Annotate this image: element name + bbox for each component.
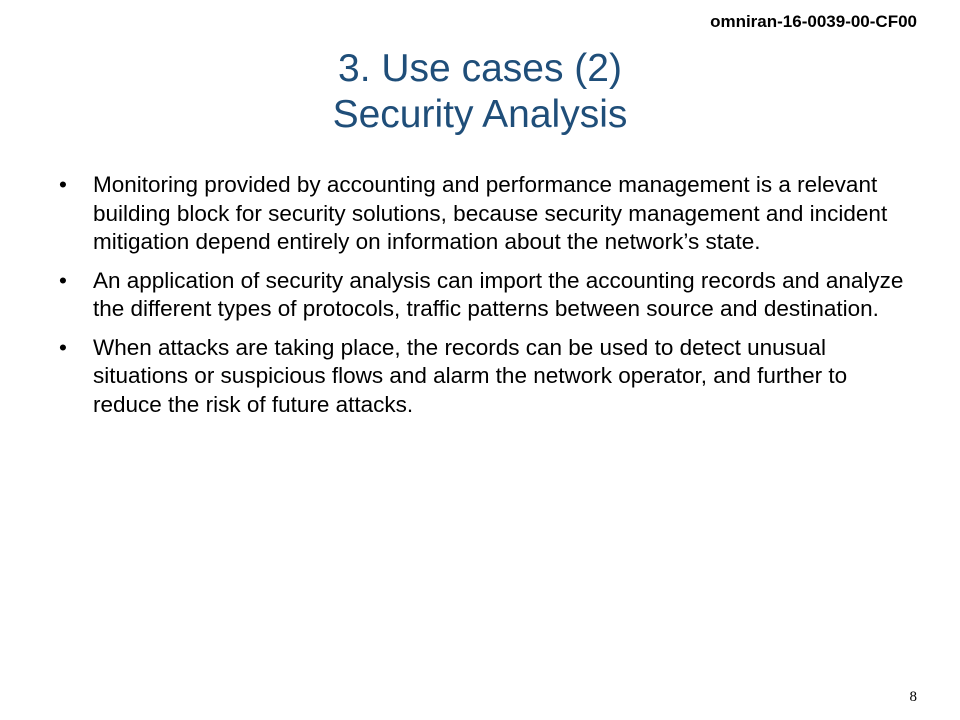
bullet-dot-icon: •	[59, 172, 67, 197]
bullet-dot-icon: •	[59, 334, 67, 360]
page-number: 8	[909, 689, 917, 705]
bullet-item	[56, 334, 916, 420]
slide-title	[0, 46, 960, 138]
bullet-item	[56, 267, 916, 324]
bullet-list	[56, 171, 916, 429]
bullet-text: An application of security analysis can import the accounting records and analyze the different types of protocols, traffic patterns between source and destination.	[93, 267, 904, 321]
bullet-item	[56, 171, 916, 257]
bullet-text: Monitoring provided by accounting and performance management is a relevant building block for security solutions, because security management and incident mitigation depend entirely on information about the network’s state.	[93, 172, 888, 254]
bullet-dot-icon: •	[59, 267, 67, 293]
title-line-1: 3. Use cases (2)	[338, 47, 622, 90]
title-line-2: Security Analysis	[332, 93, 628, 136]
document-id: omniran-16-0039-00-CF00	[710, 12, 917, 31]
bullet-text: When attacks are taking place, the records can be used to detect unusual situations or suspicious flows and alarm the network operator, and further to reduce the risk of future attacks.	[93, 334, 848, 417]
